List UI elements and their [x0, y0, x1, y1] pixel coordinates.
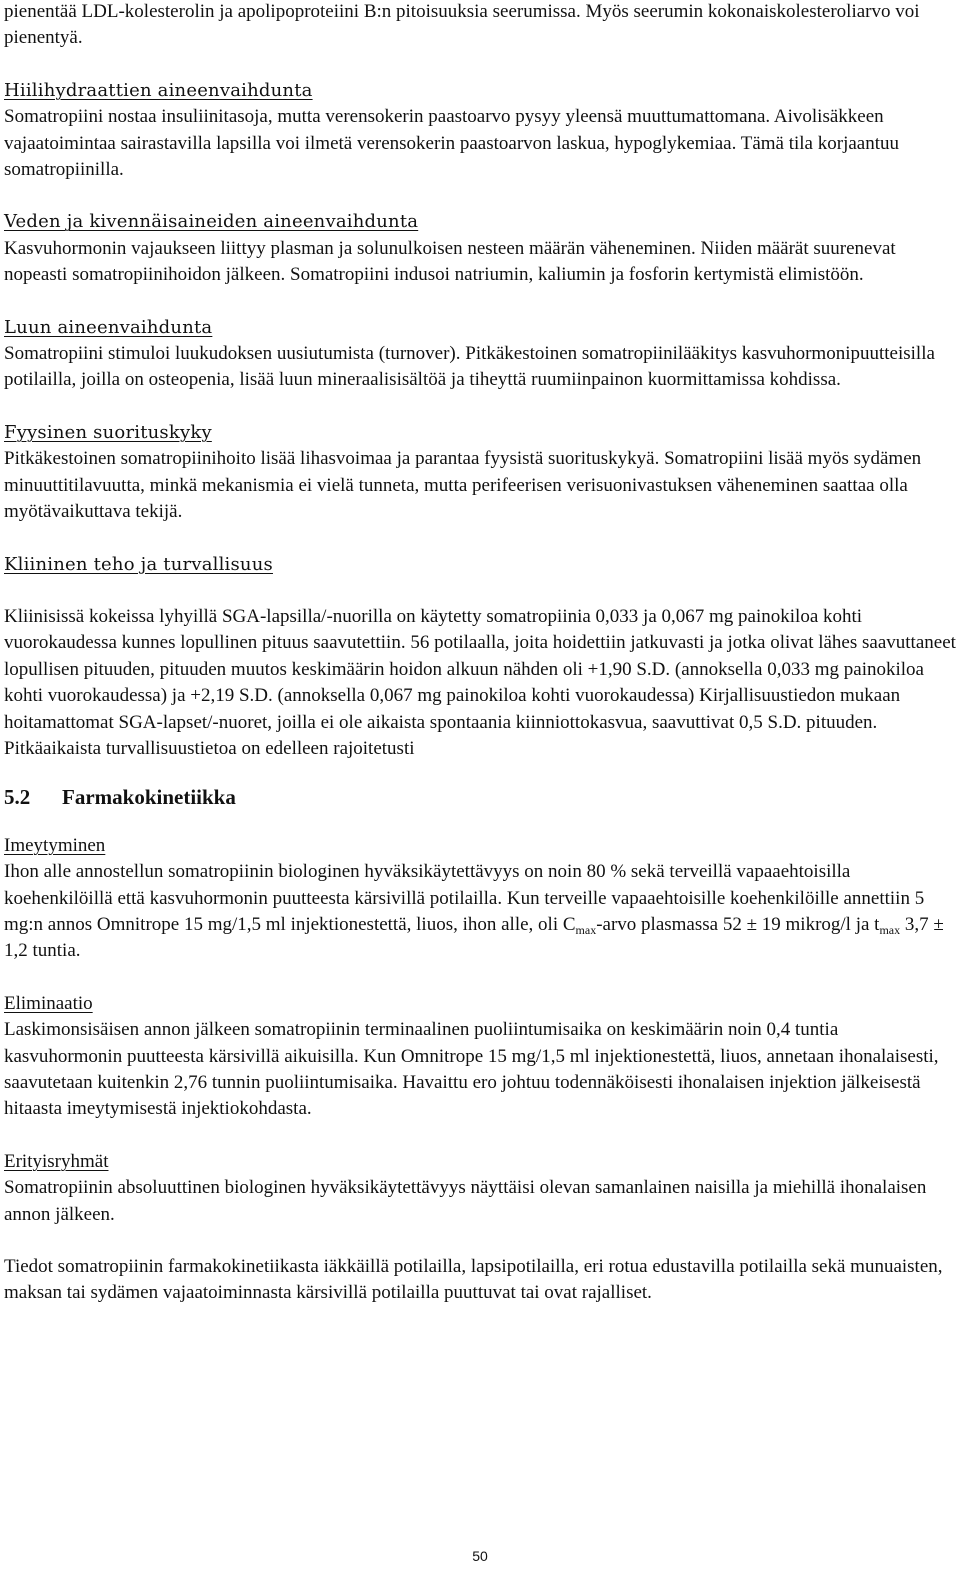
- absorption-paragraph: [4, 859, 956, 965]
- bone-heading: Luun aineenvaihdunta: [4, 316, 213, 338]
- tmax-subscript: max: [879, 922, 901, 937]
- elimination-heading: Eliminaatio: [4, 992, 93, 1014]
- intro-paragraph: pienentää LDL-kolesterolin ja apolipoproteiini B:n pitoisuuksia seerumissa. Myös seerumin kokonaiskolesteroliarvo voi pienentyä.: [4, 1, 920, 49]
- water-paragraph: Kasvuhormonin vajaukseen liittyy plasman ja solunulkoisen nesteen määrän väheneminen. Niiden määrät suurenevat nopeasti somatropiinihoidon jälkeen. Somatropiini indusoi natriumin, kaliumin ja fosforin kertymistä elimistöön.: [4, 237, 896, 286]
- absorption-heading: Imeytyminen: [4, 834, 106, 856]
- section-number: 5.2: [4, 785, 31, 810]
- clinical-heading: Kliininen teho ja turvallisuus: [4, 553, 273, 575]
- physical-paragraph: Pitkäkestoinen somatropiinihoito lisää lihasvoimaa ja parantaa fyysistä suorituskykyä. Somatropiini lisää myös sydämen minuuttitilavuutta, minkä mekanismia ei vielä tunneta, mutta perifeerisen verisuonivastuksen väheneminen saattaa olla myötävaikuttava tekijä.: [4, 448, 922, 523]
- special-paragraph: Somatropiinin absoluuttinen biologinen hyväksikäytettävyys näyttäisi olevan samanlainen naisilla ja miehillä ihonalaisen annon jälkeen.: [4, 1177, 927, 1225]
- bone-paragraph: Somatropiini stimuloi luukudoksen uusiutumista (turnover). Pitkäkestoinen somatropiinilääkitys kasvuhormonipuutteisilla potilailla, joilla on osteopenia, lisää luun mineraalisisältöä ja tiheyttä ruumiinpainon kuormittamissa kohdissa.: [4, 343, 935, 391]
- special-heading: Erityisryhmät: [4, 1150, 109, 1172]
- carb-heading: Hiilihydraattien aineenvaihdunta: [4, 79, 313, 101]
- water-heading: Veden ja kivennäisaineiden aineenvaihdunta: [4, 211, 419, 233]
- closing-paragraph: Tiedot somatropiinin farmakokinetiikasta iäkkäillä potilailla, lapsipotilailla, eri rotua edustavilla potilailla sekä munuaisten, maksan tai sydämen vajaatoiminnasta kärsivillä potilailla puuttuvat tai ovat rajalliset.: [4, 1256, 943, 1304]
- elimination-paragraph: Laskimonsisäisen annon jälkeen somatropiinin terminaalinen puoliintumisaika on keskimäärin noin 0,4 tuntia kasvuhormonin puutteesta kärsivillä aikuisilla. Kun Omnitrope 15 mg/1,5 ml injektionestettä, liuos, annetaan ihonalaisesti, saavutetaan kuitenkin 2,76 tunnin puoliintumisaika. Havaittu ero johtuu todennäköisesti ihonalaisen injektion jälkeisestä hitaasta imeytymisestä injektiokohdasta.: [4, 1019, 939, 1120]
- absorption-text-1: Ihon alle annostellun somatropiinin biologinen hyväksikäytettävyys on noin 80 % sekä terveillä vapaaehtoisilla koehenkilöillä että kasvuhormonin puutteesta kärsivillä potilailla. Kun terveille vapaaehtoisille koehenkilöille annettiin 5 mg:n annos Omnitrope 15 mg/1,5 ml injektionestettä, liuos, ihon alle, oli C: [4, 861, 925, 935]
- clinical-paragraph: Kliinisissä kokeissa lyhyillä SGA-lapsilla/-nuorilla on käytetty somatropiinia 0,033 ja 0,067 mg painokiloa kohti vuorokaudessa kunnes lopullinen pituus saavutettiin. 56 potilaalla, joita hoidettiin jatkuvasti ja jotka olivat lähes saavuttaneet lopullisen pituuden, pituuden muutos keskimäärin hoidon alkuun nähden oli +1,90 S.D. (annoksella 0,033 mg painokiloa kohti vuorokaudessa) ja +2,19 S.D. (annoksella 0,067 mg painokiloa kohti vuorokaudessa) Kirjallisuustiedon mukaan hoitamattomat SGA-lapset/-nuoret, joilla ei ole aikaista spontaania kiinniottokasvua, saavuttivat 0,5 S.D. pituuden. Pitkäaikaista turvallisuustietoa on edelleen rajoitetusti: [4, 605, 956, 759]
- cmax-subscript: max: [575, 922, 597, 937]
- carb-paragraph: Somatropiini nostaa insuliinitasoja, mutta verensokerin paastoarvo pysyy yleensä muuttumattomana. Aivolisäkkeen vajaatoimintaa sairastavilla lapsilla voi ilmetä verensokerin paastoarvon laskua, hypoglykemiaa. Tämä tila korjaantuu somatropiinilla.: [4, 106, 899, 181]
- physical-heading: Fyysinen suorituskyky: [4, 421, 212, 443]
- section-heading: [4, 784, 956, 810]
- page-number: 50: [472, 1548, 488, 1564]
- document-body: [4, 0, 956, 1307]
- absorption-text-2: -arvo plasmassa 52 ± 19 mikrog/l ja t: [596, 913, 880, 935]
- section-title: Farmakokinetiikka: [62, 785, 236, 810]
- absorption-text-3: 3,7 ± 1,2 tuntia.: [4, 913, 944, 962]
